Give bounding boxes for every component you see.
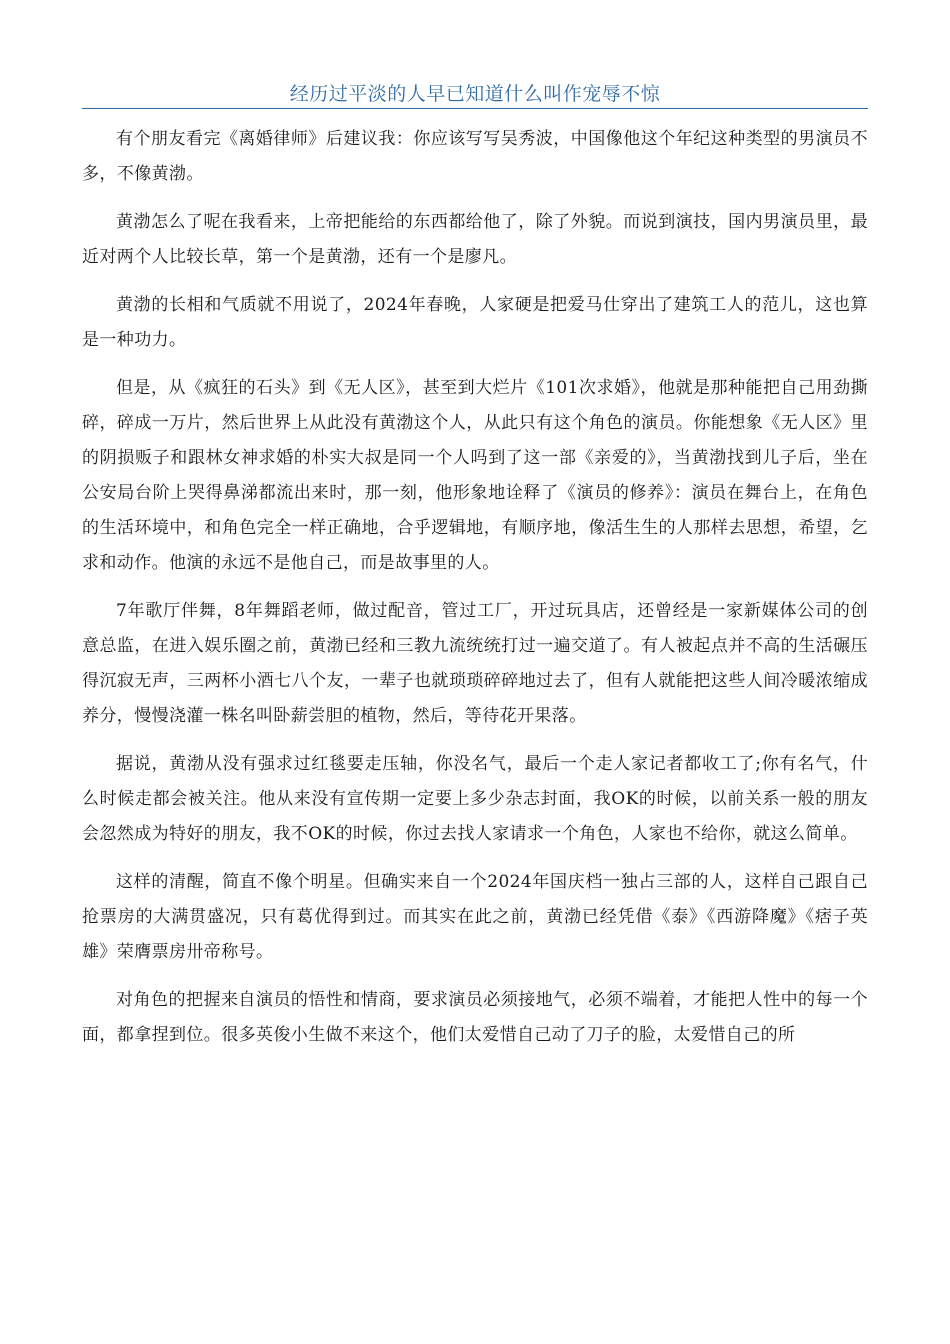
document-title: 经历过平淡的人早已知道什么叫作宠辱不惊 — [289, 83, 661, 105]
header-divider — [82, 108, 868, 109]
paragraph: 黄渤怎么了呢在我看来，上帝把能给的东西都给他了，除了外貌。而说到演技，国内男演员里，最近对两个人比较长草，第一个是黄渤，还有一个是廖凡。 — [82, 212, 868, 267]
paragraph: 据说，黄渤从没有强求过红毯要走压轴，你没名气，最后一个走人家记者都收工了;你有名气，什么时候走都会被关注。他从来没有宣传期一定要上多少杂志封面，我OK的时候，以前关系一般的朋友会忽然成为特好的朋友，我不OK的时候，你过去找人家请求一个角色，人家也不给你，就这么简单。 — [82, 754, 868, 844]
paragraph: 7年歌厅伴舞，8年舞蹈老师，做过配音，管过工厂，开过玩具店，还曾经是一家新媒体公司的创意总监，在进入娱乐圈之前，黄渤已经和三教九流统统打过一遍交道了。有人被起点并不高的生活碾压得沉寂无声，三两杯小酒七八个友，一辈子也就琐琐碎碎地过去了，但有人就能把这些人间冷暖浓缩成养分，慢慢浇灌一株名叫卧薪尝胆的植物，然后，等待花开果落。 — [82, 601, 868, 726]
paragraph: 对角色的把握来自演员的悟性和情商，要求演员必须接地气，必须不端着，才能把人性中的每一个面，都拿捏到位。很多英俊小生做不来这个，他们太爱惜自己动了刀子的脸，太爱惜自己的所 — [82, 990, 868, 1045]
paragraph: 这样的清醒，简直不像个明星。但确实来自一个2024年国庆档一独占三部的人，这样自己跟自己抢票房的大满贯盛况，只有葛优得到过。而其实在此之前，黄渤已经凭借《泰》《西游降魔》《痞子英雄》荣膺票房卅帝称号。 — [82, 872, 868, 962]
article-body — [82, 122, 868, 1066]
paragraph: 黄渤的长相和气质就不用说了，2024年春晚，人家硬是把爱马仕穿出了建筑工人的范儿，这也算是一种功力。 — [82, 295, 868, 350]
paragraph: 有个朋友看完《离婚律师》后建议我：你应该写写吴秀波，中国像他这个年纪这种类型的男演员不多，不像黄渤。 — [82, 129, 868, 184]
paragraph: 但是，从《疯狂的石头》到《无人区》，甚至到大烂片《101次求婚》，他就是那种能把自己用劲撕碎，碎成一万片，然后世界上从此没有黄渤这个人，从此只有这个角色的演员。你能想象《无人区》里的阴损贩子和跟林女神求婚的朴实大叔是同一个人吗到了这一部《亲爱的》，当黄渤找到儿子后，坐在公安局台阶上哭得鼻涕都流出来时，那一刻，他形象地诠释了《演员的修养》：演员在舞台上，在角色的生活环境中，和角色完全一样正确地，合乎逻辑地，有顺序地，像活生生的人那样去思想，希望，乞求和动作。他演的永远不是他自己，而是故事里的人。 — [82, 378, 868, 573]
page-header — [82, 80, 868, 109]
